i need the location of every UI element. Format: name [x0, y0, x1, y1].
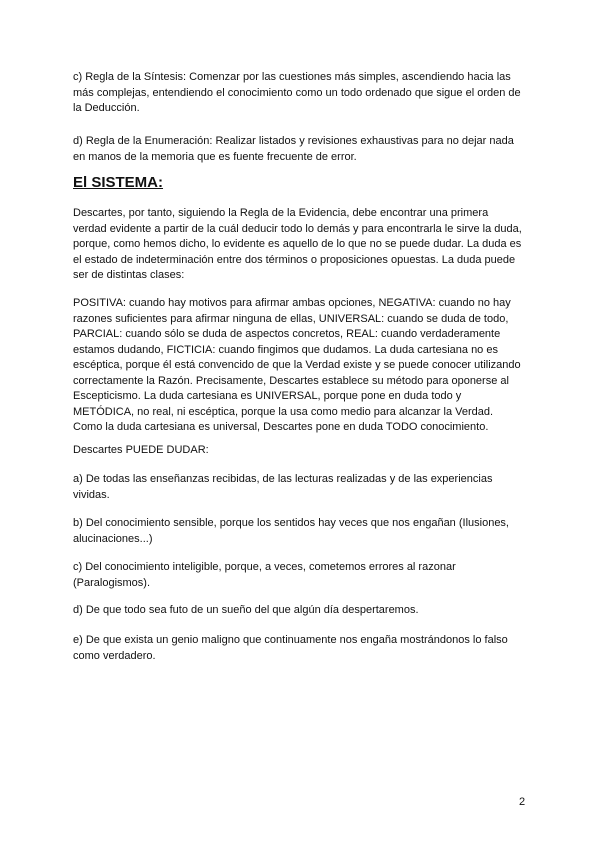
line: c) Del conocimiento inteligible, porque, a veces, cometemos errores al razonar [73, 561, 456, 573]
paragraph-intro [73, 206, 543, 284]
line: METÓDICA, no real, ni escéptica, porque la usa como medio para alcanzar la Verdad. [73, 405, 494, 418]
line: la Deducción. [73, 102, 140, 114]
paragraph-tipos-duda [73, 296, 543, 436]
line: c) Regla de la Síntesis: Comenzar por las cuestiones más simples, ascendiendo hacia las [73, 71, 511, 83]
line: e) De que exista un genio maligno que continuamente nos engaña mostrándonos lo falso [73, 634, 508, 646]
line: d) Regla de la Enumeración: Realizar listados y revisiones exhaustivas para no dejar nada [73, 135, 514, 147]
line: verdad evidente a partir de la cuál deducir todo lo demás y para encontrarla le sirve la duda, [73, 222, 522, 235]
line: escéptica, porque él está convencido de que la Verdad existe y se puede conocer utilizando [73, 359, 521, 371]
page-number: 2 [519, 796, 526, 808]
line: más complejas, entendiendo el conocimiento como un todo ordenado que sigue el orden de [73, 86, 521, 99]
paragraph-puede-dudar [73, 443, 543, 459]
list-item-e [73, 633, 543, 664]
list-item-b [73, 516, 543, 547]
list-item-c [73, 560, 543, 591]
line: b) Del conocimiento sensible, porque los sentidos hay veces que nos engañan (Ilusiones, [73, 517, 509, 529]
list-item-d [73, 603, 543, 619]
section-heading: El SISTEMA: [73, 174, 164, 191]
line: Escepticismo. La duda cartesiana es UNIVERSAL, porque pone en duda todo y [73, 390, 462, 402]
paragraph-sintesis [73, 70, 543, 117]
line: alucinaciones...) [73, 532, 153, 545]
line: en manos de la memoria que es fuente frecuente de error. [73, 150, 357, 163]
line: correctamente la Razón. Precisamente, Descartes establece su método para oponerse al [73, 374, 509, 387]
paragraph-enumeracion [73, 134, 543, 165]
line: razones suficientes para afirmar ninguna de ellas, UNIVERSAL: cuando se duda de todo, [73, 312, 509, 325]
line: PARCIAL: cuando sólo se duda de aspectos concretos, REAL: cuando verdaderamente [73, 328, 501, 340]
line: como verdadero. [73, 649, 156, 662]
line: d) De que todo sea futo de un sueño del que algún día despertaremos. [73, 604, 419, 616]
line: (Paralogismos). [73, 576, 151, 589]
line: POSITIVA: cuando hay motivos para afirmar ambas opciones, NEGATIVA: cuando no hay [73, 297, 511, 309]
line: vividas. [73, 488, 110, 501]
line: Descartes PUEDE DUDAR: [73, 444, 209, 456]
line: el estado de indeterminación entre dos términos o proposiciones opuestas. La duda puede [73, 253, 516, 266]
line: porque, como hemos dicho, lo evidente es aquello de lo que no se puede dudar. La duda es [73, 238, 522, 250]
line: Descartes, por tanto, siguiendo la Regla de la Evidencia, debe encontrar una primera [73, 207, 489, 219]
list-item-a [73, 472, 543, 503]
line: ser de distintas clases: [73, 269, 185, 281]
line: Como la duda cartesiana es universal, Descartes pone en duda TODO conocimiento. [73, 421, 489, 433]
line: a) De todas las enseñanzas recibidas, de las lecturas realizadas y de las experiencias [73, 473, 493, 485]
line: estamos dudando, FICTICIA: cuando fingimos que dudamos. La duda cartesiana no es [73, 343, 498, 356]
